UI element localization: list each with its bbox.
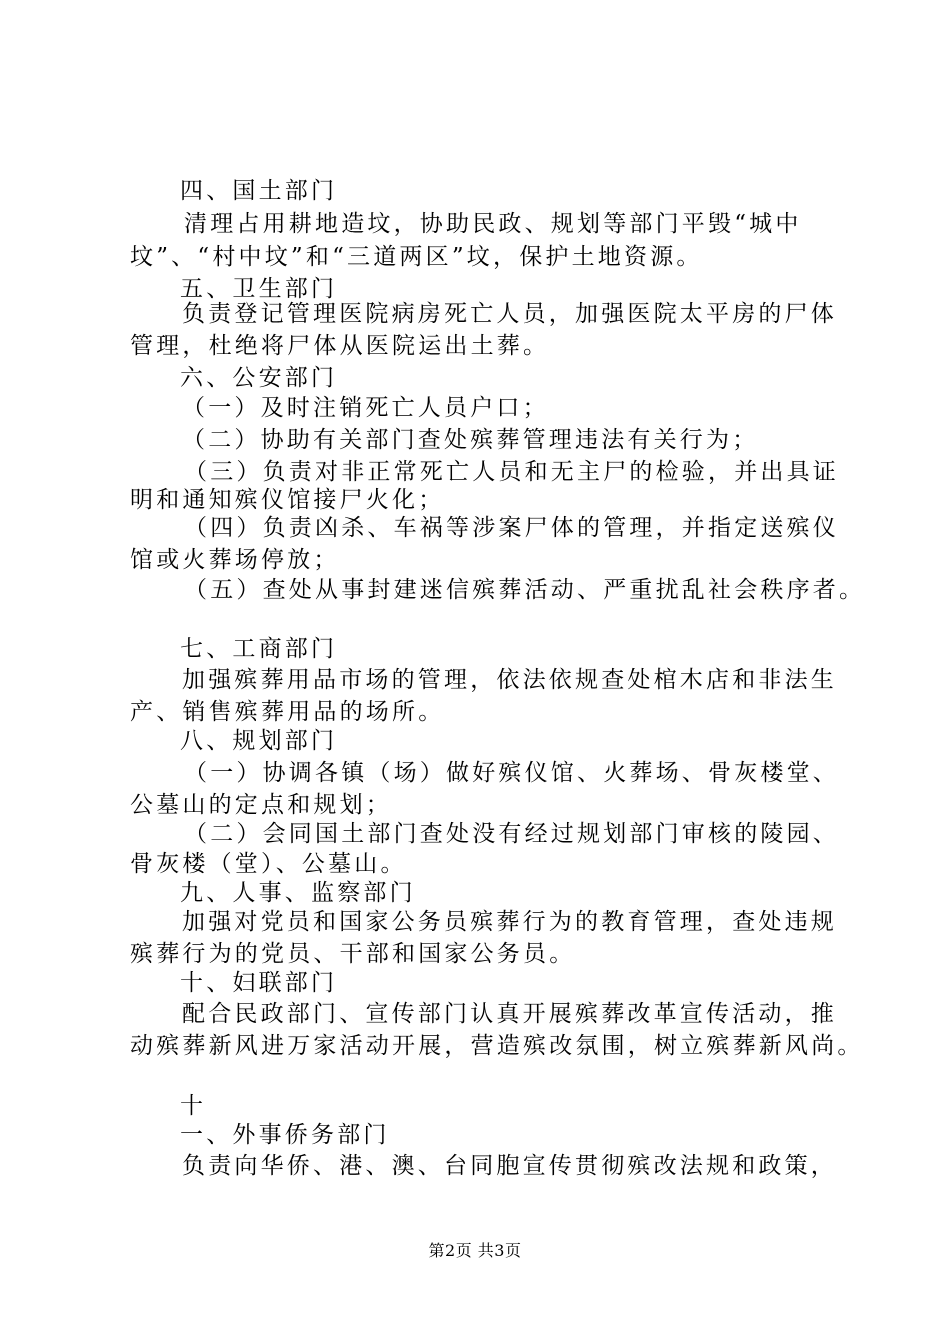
section-heading-personnel: 九、人事、监察部门: [180, 880, 416, 906]
list-item: （一）及时注销死亡人员户口；: [182, 395, 549, 421]
list-item: （二）协助有关部门查处殡葬管理违法有关行为；: [182, 427, 759, 453]
paragraph-line: 加强对党员和国家公务员殡葬行为的教育管理，查处违规: [182, 909, 837, 935]
section-heading-health: 五、卫生部门: [180, 276, 338, 302]
section-heading-police: 六、公安部门: [180, 365, 338, 391]
section-heading-commerce: 七、工商部门: [180, 636, 338, 662]
list-item: （四）负责凶杀、车祸等涉案尸体的管理，并指定送殡仪: [184, 515, 839, 541]
paragraph-line: 配合民政部门、宣传部门认真开展殡葬改革宣传活动，推: [182, 1001, 837, 1027]
list-item: （五）查处从事封建迷信殡葬活动、严重扰乱社会秩序者。: [184, 577, 866, 603]
paragraph-line: 清理占用耕地造坟，协助民政、规划等部门平毁“城中: [184, 211, 802, 237]
paragraph-line: 殡葬行为的党员、干部和国家公务员。: [130, 941, 576, 967]
paragraph-line: 产、销售殡葬用品的场所。: [130, 699, 445, 725]
paragraph-line: 坟”、“村中坟”和“三道两区”坟，保护土地资源。: [130, 244, 703, 270]
paragraph-line: 动殡葬新风进万家活动开展，营造殡改氛围，树立殡葬新风尚。: [130, 1033, 864, 1059]
section-heading-womens-federation: 十、妇联部门: [180, 970, 338, 996]
section-heading-land: 四、国土部门: [180, 178, 338, 204]
paragraph-line: 馆或火葬场停放；: [130, 547, 340, 573]
paragraph-line: 负责登记管理医院病房死亡人员，加强医院太平房的尸体: [182, 301, 837, 327]
section-heading-number: 十: [180, 1093, 207, 1119]
section-heading-planning: 八、规划部门: [180, 728, 338, 754]
list-item: （二）会同国土部门查处没有经过规划部门审核的陵园、: [184, 821, 839, 847]
paragraph-line: 负责向华侨、港、澳、台同胞宣传贯彻殡改法规和政策，: [182, 1153, 837, 1179]
paragraph-line: 公墓山的定点和规划；: [130, 792, 392, 818]
paragraph-line: 管理，杜绝将尸体从医院运出土葬。: [130, 333, 550, 359]
list-item: （三）负责对非正常死亡人员和无主尸的检验，并出具证: [184, 459, 839, 485]
paragraph-line: 骨灰楼（堂）、公墓山。: [130, 851, 407, 877]
list-item: （一）协调各镇（场）做好殡仪馆、火葬场、骨灰楼堂、: [184, 760, 839, 786]
page-number: 第2页 共3页: [428, 1241, 522, 1260]
paragraph-line: 明和通知殡仪馆接尸火化；: [130, 487, 445, 513]
section-heading-overseas: 一、外事侨务部门: [180, 1122, 390, 1148]
paragraph-line: 加强殡葬用品市场的管理，依法依规查处棺木店和非法生: [182, 667, 837, 693]
